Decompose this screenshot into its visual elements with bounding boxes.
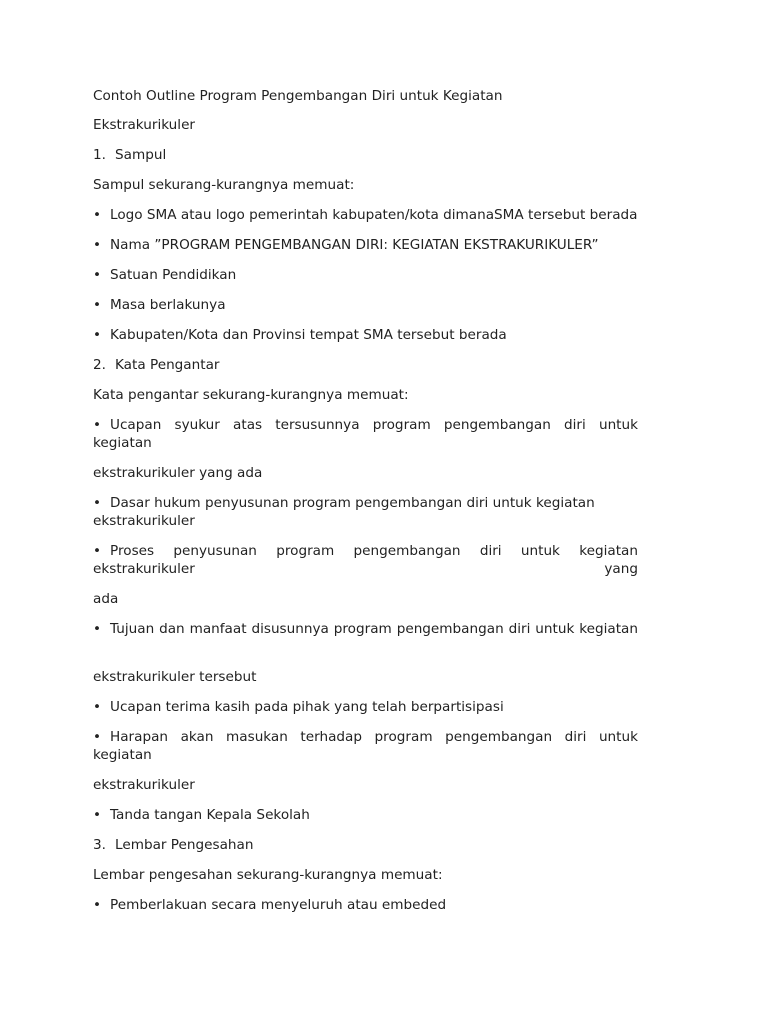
section-intro-sampul: Sampul sekurang-kurangnya memuat: bbox=[93, 177, 355, 193]
list-item: • Pemberlakuan secara menyeluruh atau embeded bbox=[93, 896, 638, 914]
list-item-continuation: ada bbox=[93, 591, 119, 607]
list-item-continuation: ekstrakurikuler tersebut bbox=[93, 669, 257, 685]
list-item: • Kabupaten/Kota dan Provinsi tempat SMA tersebut berada bbox=[93, 326, 638, 344]
document-title-line-1: Contoh Outline Program Pengembangan Diri untuk Kegiatan bbox=[93, 88, 503, 104]
list-item: • Masa berlakunya bbox=[93, 296, 638, 314]
list-item: • Tujuan dan manfaat disusunnya program pengembangan diri untuk kegiatan bbox=[93, 620, 638, 638]
section-heading-kata-pengantar: 2. Kata Pengantar bbox=[93, 356, 638, 374]
list-item: • Ucapan terima kasih pada pihak yang telah berpartisipasi bbox=[93, 698, 638, 716]
list-item: • Harapan akan masukan terhadap program pengembangan diri untuk kegiatan bbox=[93, 728, 638, 764]
section-heading-sampul: 1. Sampul bbox=[93, 146, 638, 164]
list-item: • Proses penyusunan program pengembangan diri untuk kegiatan ekstrakurikuler yang bbox=[93, 542, 638, 578]
list-item: • Dasar hukum penyusunan program pengembangan diri untuk kegiatan ekstrakurikuler bbox=[93, 494, 638, 530]
section-intro-kata-pengantar: Kata pengantar sekurang-kurangnya memuat: bbox=[93, 387, 409, 403]
document-title-line-2: Ekstrakurikuler bbox=[93, 117, 196, 133]
list-item: • Tanda tangan Kepala Sekolah bbox=[93, 806, 638, 824]
list-item-continuation: ekstrakurikuler bbox=[93, 777, 195, 793]
list-item: • Logo SMA atau logo pemerintah kabupaten/kota dimanaSMA tersebut berada bbox=[93, 206, 638, 224]
section-intro-lembar-pengesahan: Lembar pengesahan sekurang-kurangnya memuat: bbox=[93, 867, 443, 883]
section-heading-lembar-pengesahan: 3. Lembar Pengesahan bbox=[93, 836, 638, 854]
list-item: • Ucapan syukur atas tersusunnya program pengembangan diri untuk kegiatan bbox=[93, 416, 638, 452]
list-item: • Satuan Pendidikan bbox=[93, 266, 638, 284]
list-item: • Nama ”PROGRAM PENGEMBANGAN DIRI: KEGIATAN EKSTRAKURIKULER” bbox=[93, 236, 638, 254]
list-item-continuation: ekstrakurikuler yang ada bbox=[93, 465, 263, 481]
